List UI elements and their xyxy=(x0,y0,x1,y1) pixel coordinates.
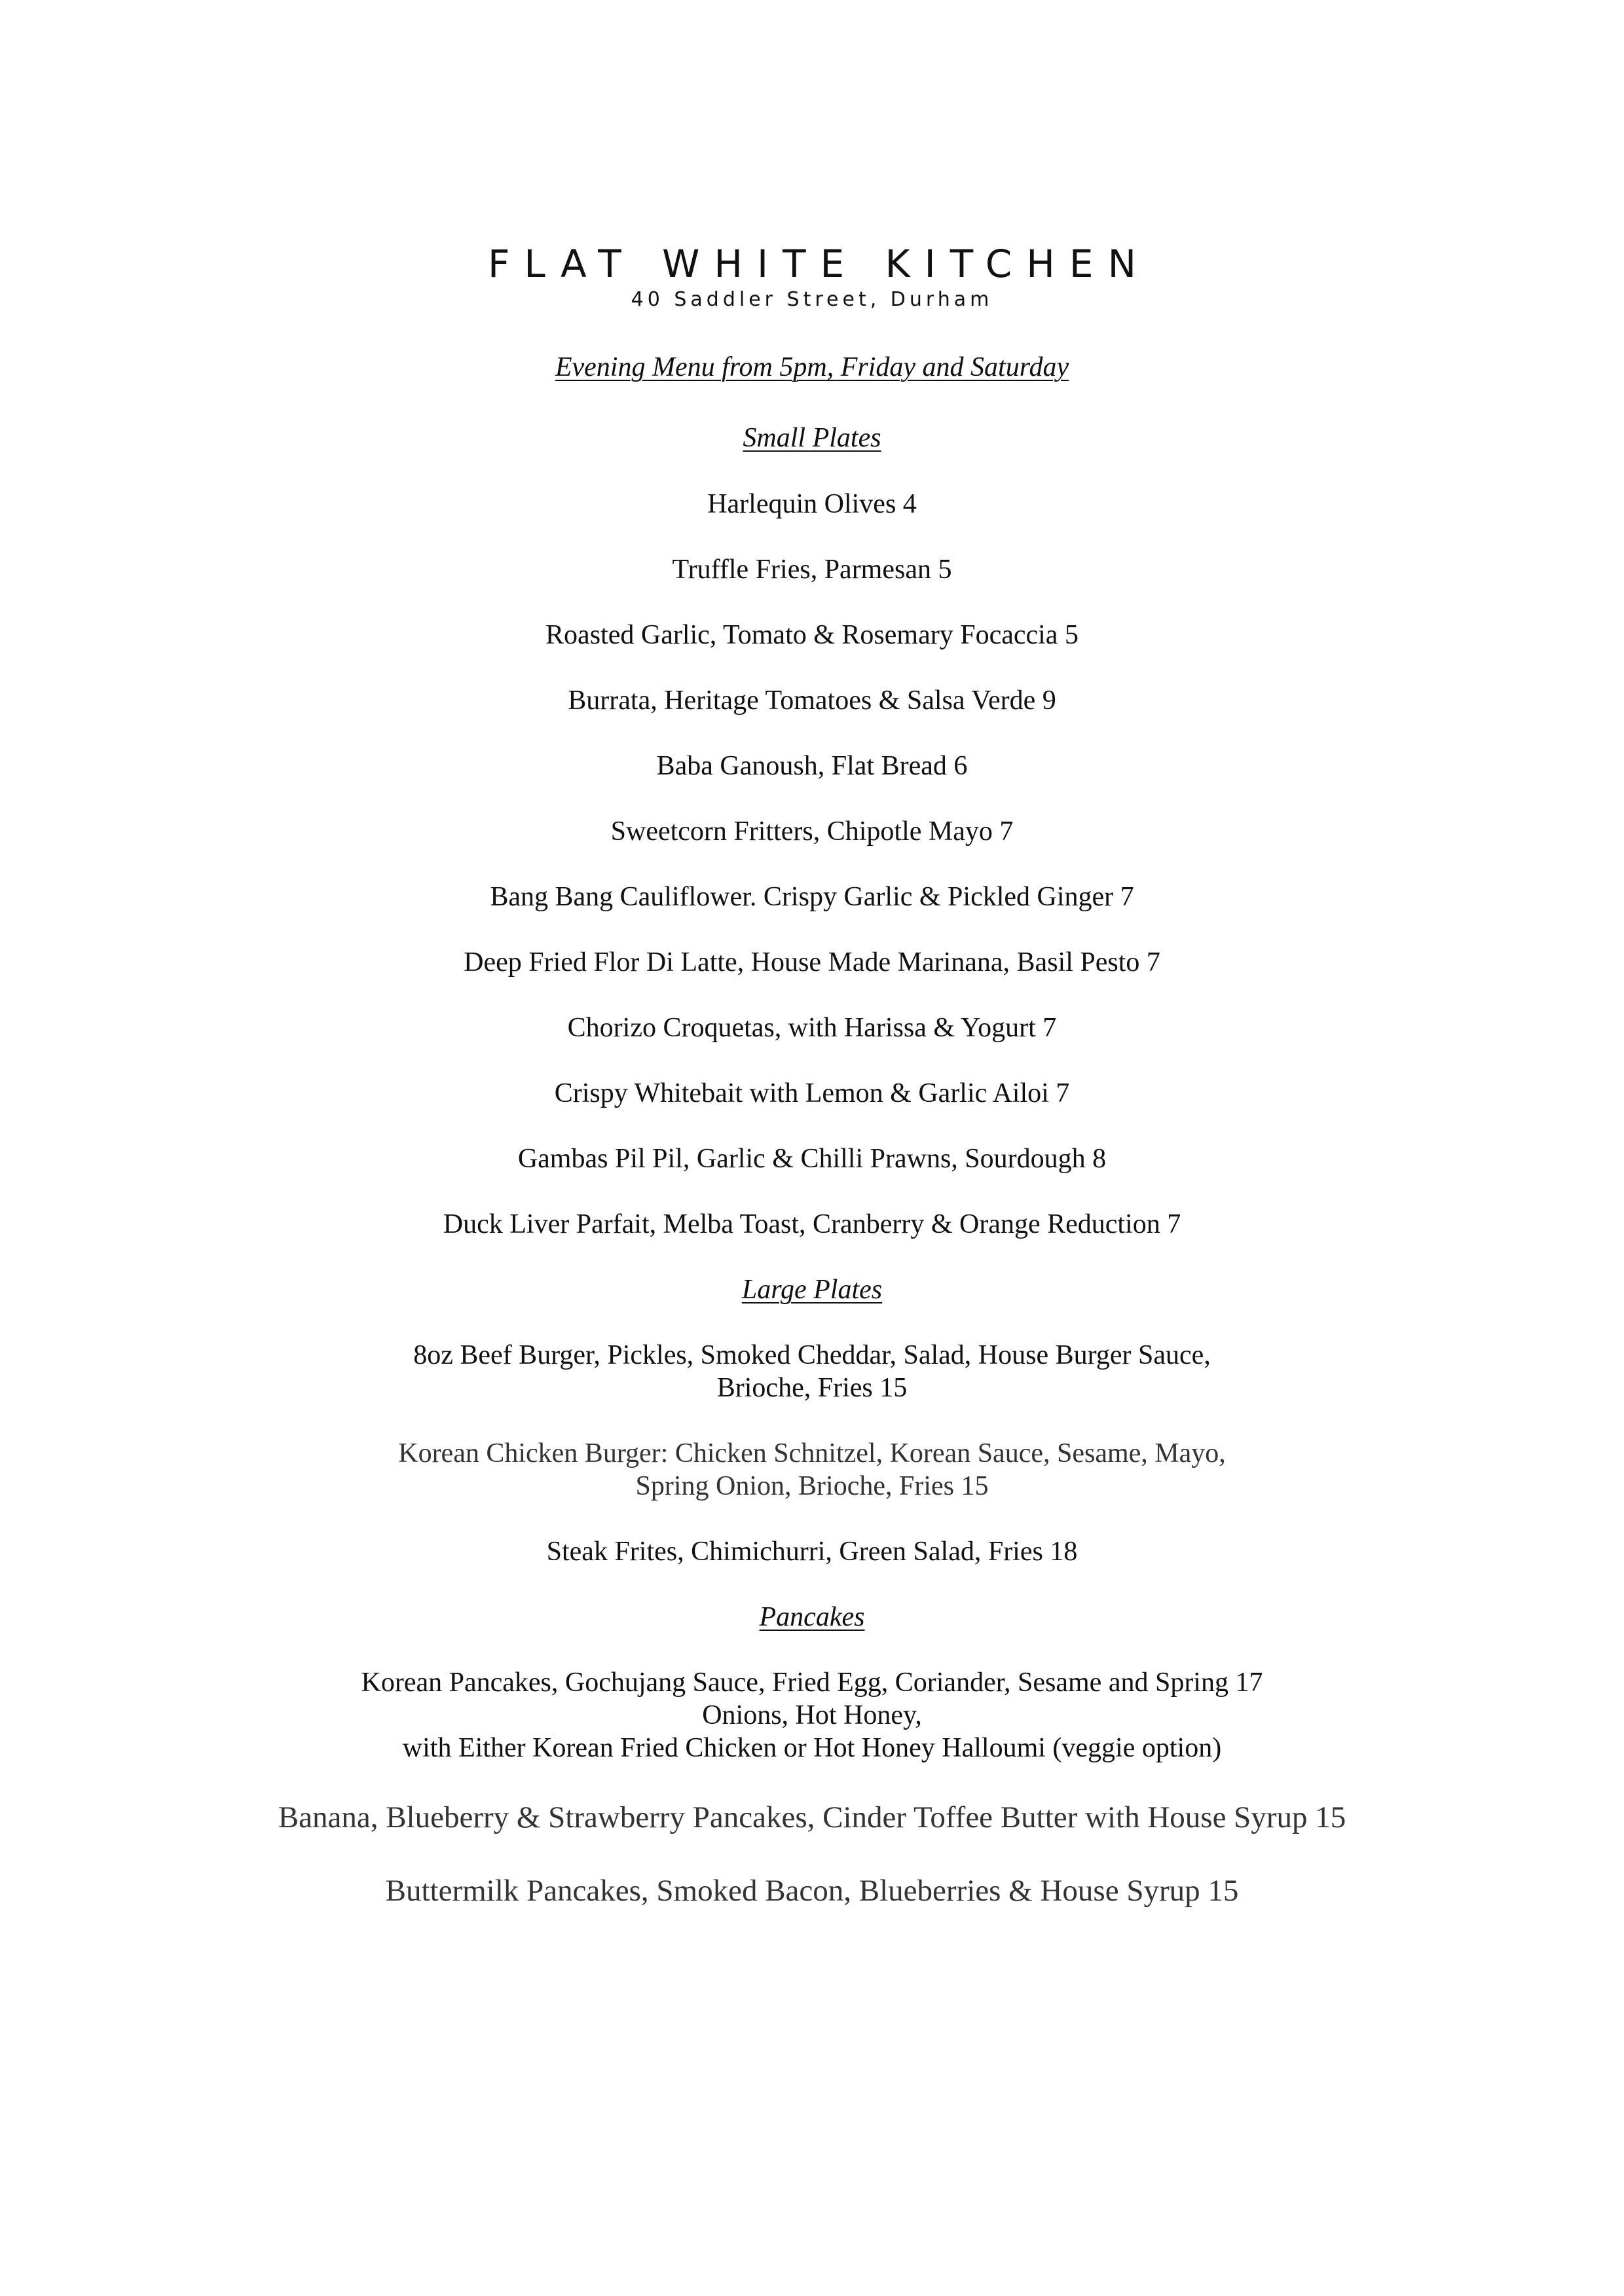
menu-item: Truffle Fries, Parmesan 5 xyxy=(672,555,952,585)
menu-item: Harlequin Olives 4 xyxy=(707,489,917,519)
menu-item-line: Onions, Hot Honey, xyxy=(702,1700,922,1730)
menu-item-line: Brioche, Fries 15 xyxy=(716,1373,908,1403)
pancakes-heading: Pancakes xyxy=(759,1602,865,1632)
small-plates-heading: Small Plates xyxy=(743,423,881,453)
menu-item: Duck Liver Parfait, Melba Toast, Cranberry & Orange Reduction 7 xyxy=(443,1209,1181,1239)
restaurant-address: 40 Saddler Street, Durham xyxy=(631,288,993,311)
menu-item: Bang Bang Cauliflower. Crispy Garlic & Pickled Ginger 7 xyxy=(490,882,1134,912)
large-plates-heading: Large Plates xyxy=(741,1275,883,1305)
menu-item-line: 8oz Beef Burger, Pickles, Smoked Cheddar, Salad, House Burger Sauce, xyxy=(413,1340,1211,1370)
menu-item: Crispy Whitebait with Lemon & Garlic Ailoi 7 xyxy=(554,1078,1070,1108)
menu-item: Deep Fried Flor Di Latte, House Made Marinana, Basil Pesto 7 xyxy=(464,947,1160,977)
menu-item: Chorizo Croquetas, with Harissa & Yogurt 7 xyxy=(567,1013,1057,1043)
menu-item-line: Korean Chicken Burger: Chicken Schnitzel, Korean Sauce, Sesame, Mayo, xyxy=(398,1438,1226,1468)
menu-item: Roasted Garlic, Tomato & Rosemary Focaccia 5 xyxy=(545,620,1079,650)
menu-item: Gambas Pil Pil, Garlic & Chilli Prawns, Sourdough 8 xyxy=(517,1144,1107,1174)
menu-item-line: Spring Onion, Brioche, Fries 15 xyxy=(635,1471,989,1501)
menu-item: Baba Ganoush, Flat Bread 6 xyxy=(656,751,968,781)
menu-title: Evening Menu from 5pm, Friday and Saturday xyxy=(555,352,1069,382)
menu-item: Banana, Blueberry & Strawberry Pancakes, Cinder Toffee Butter with House Syrup 15 xyxy=(278,1800,1346,1834)
menu-item-line: Korean Pancakes, Gochujang Sauce, Fried Egg, Coriander, Sesame and Spring 17 xyxy=(361,1667,1263,1698)
menu-item-line: with Either Korean Fried Chicken or Hot Honey Halloumi (veggie option) xyxy=(402,1733,1222,1763)
menu-item: Steak Frites, Chimichurri, Green Salad, Fries 18 xyxy=(546,1537,1078,1567)
menu-item: Sweetcorn Fritters, Chipotle Mayo 7 xyxy=(610,816,1014,847)
restaurant-name: FLAT WHITE KITCHEN xyxy=(488,242,1151,286)
menu-item: Buttermilk Pancakes, Smoked Bacon, Blueberries & House Syrup 15 xyxy=(385,1874,1239,1908)
menu-item: Burrata, Heritage Tomatoes & Salsa Verde 9 xyxy=(568,685,1056,716)
